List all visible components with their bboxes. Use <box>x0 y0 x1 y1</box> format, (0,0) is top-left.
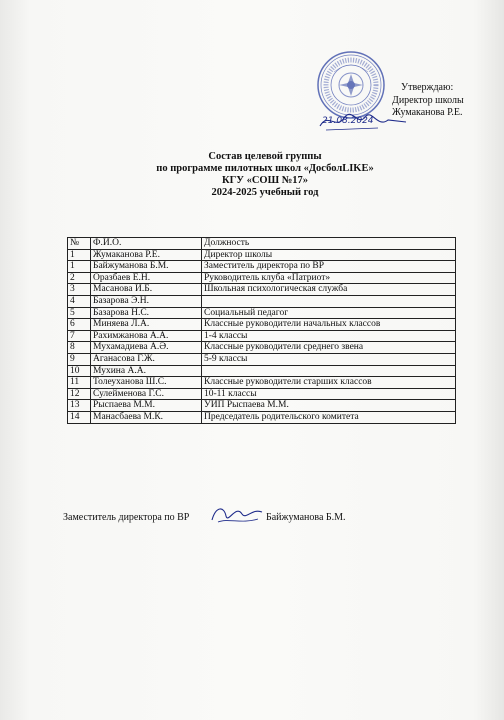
row-name: Мухамадиева А.Ә. <box>91 342 202 354</box>
row-position: 5-9 классы <box>202 353 456 365</box>
row-number: 11 <box>68 377 91 389</box>
table-row <box>68 295 456 307</box>
row-position: Директор школы <box>202 249 456 261</box>
row-name: Масанова И.Б. <box>91 284 202 296</box>
row-position: 10-11 классы <box>202 388 456 400</box>
row-number: 1 <box>68 261 91 273</box>
document-title <box>100 151 430 199</box>
table-row <box>68 353 456 365</box>
row-number: 7 <box>68 330 91 342</box>
row-position: Классные руководители начальных классов <box>202 319 456 331</box>
table-header-row <box>68 238 456 250</box>
row-name: Толеуханова Ш.С. <box>91 377 202 389</box>
footer-signature-line <box>63 512 346 523</box>
approval-block <box>322 82 497 126</box>
row-number: 12 <box>68 388 91 400</box>
table-row <box>68 284 456 296</box>
row-position: Классные руководители среднего звена <box>202 342 456 354</box>
row-position: Председатель родительского комитета <box>202 411 456 423</box>
table-row <box>68 377 456 389</box>
title-line-4: 2024-2025 учебный год <box>211 187 319 198</box>
title-line-2: по программе пилотных школ «ДосболLIKE» <box>156 163 374 174</box>
row-name: Мухина А.А. <box>91 365 202 377</box>
table-row <box>68 365 456 377</box>
approval-position: Директор школы <box>392 94 464 106</box>
row-position: Заместитель директора по ВР <box>202 261 456 273</box>
row-name: Жумаканова Р.Е. <box>91 249 202 261</box>
table-row <box>68 411 456 423</box>
row-number: 1 <box>68 249 91 261</box>
row-number: 13 <box>68 400 91 412</box>
row-position: УИП Рыспаева М.М. <box>202 400 456 412</box>
row-position <box>202 295 456 307</box>
row-name: Аганасова Г.Ж. <box>91 353 202 365</box>
table-row <box>68 388 456 400</box>
row-position: Социальный педагог <box>202 307 456 319</box>
table-row <box>68 330 456 342</box>
row-number: 4 <box>68 295 91 307</box>
row-position: Руководитель клуба «Патриот» <box>202 272 456 284</box>
table-row <box>68 307 456 319</box>
table-row <box>68 319 456 331</box>
row-number: 2 <box>68 272 91 284</box>
row-position: Классные руководители старших классов <box>202 377 456 389</box>
row-number: 8 <box>68 342 91 354</box>
header-number: № <box>68 238 91 250</box>
row-number: 14 <box>68 411 91 423</box>
header-position: Должность <box>202 238 456 250</box>
row-number: 10 <box>68 365 91 377</box>
row-name: Базарова Э.Н. <box>91 295 202 307</box>
approval-date: 21.08.2024 <box>322 116 374 126</box>
deputy-signature-icon <box>208 500 266 528</box>
approval-name: Жумаканова Р.Е. <box>392 107 463 118</box>
staff-table <box>67 237 456 424</box>
title-line-3: КГУ «СОШ №17» <box>221 175 309 186</box>
row-name: Рыспаева М.М. <box>91 400 202 412</box>
footer-role: Заместитель директора по ВР <box>63 512 190 523</box>
row-name: Рахимжанова А.А. <box>91 330 202 342</box>
table-row <box>68 342 456 354</box>
table-row <box>68 272 456 284</box>
row-number: 9 <box>68 353 91 365</box>
table-row <box>68 400 456 412</box>
row-name: Сулейменова Г.С. <box>91 388 202 400</box>
row-position <box>202 365 456 377</box>
title-line-1: Состав целевой группы <box>208 151 322 162</box>
row-number: 5 <box>68 307 91 319</box>
row-number: 6 <box>68 319 91 331</box>
row-name: Манасбаева М.К. <box>91 411 202 423</box>
row-name: Байжуманова Б.М. <box>91 261 202 273</box>
table-row <box>68 261 456 273</box>
header-name: Ф.И.О. <box>91 238 202 250</box>
footer-name: Байжуманова Б.М. <box>266 512 346 523</box>
row-name: Миняева Л.А. <box>91 319 202 331</box>
row-number: 3 <box>68 284 91 296</box>
row-name: Базарова Н.С. <box>91 307 202 319</box>
table-row <box>68 249 456 261</box>
row-position: 1-4 классы <box>202 330 456 342</box>
approval-heading: Утверждаю: <box>401 82 454 93</box>
row-position: Школьная психологическая служба <box>202 284 456 296</box>
row-name: Оразбаев Е.Н. <box>91 272 202 284</box>
